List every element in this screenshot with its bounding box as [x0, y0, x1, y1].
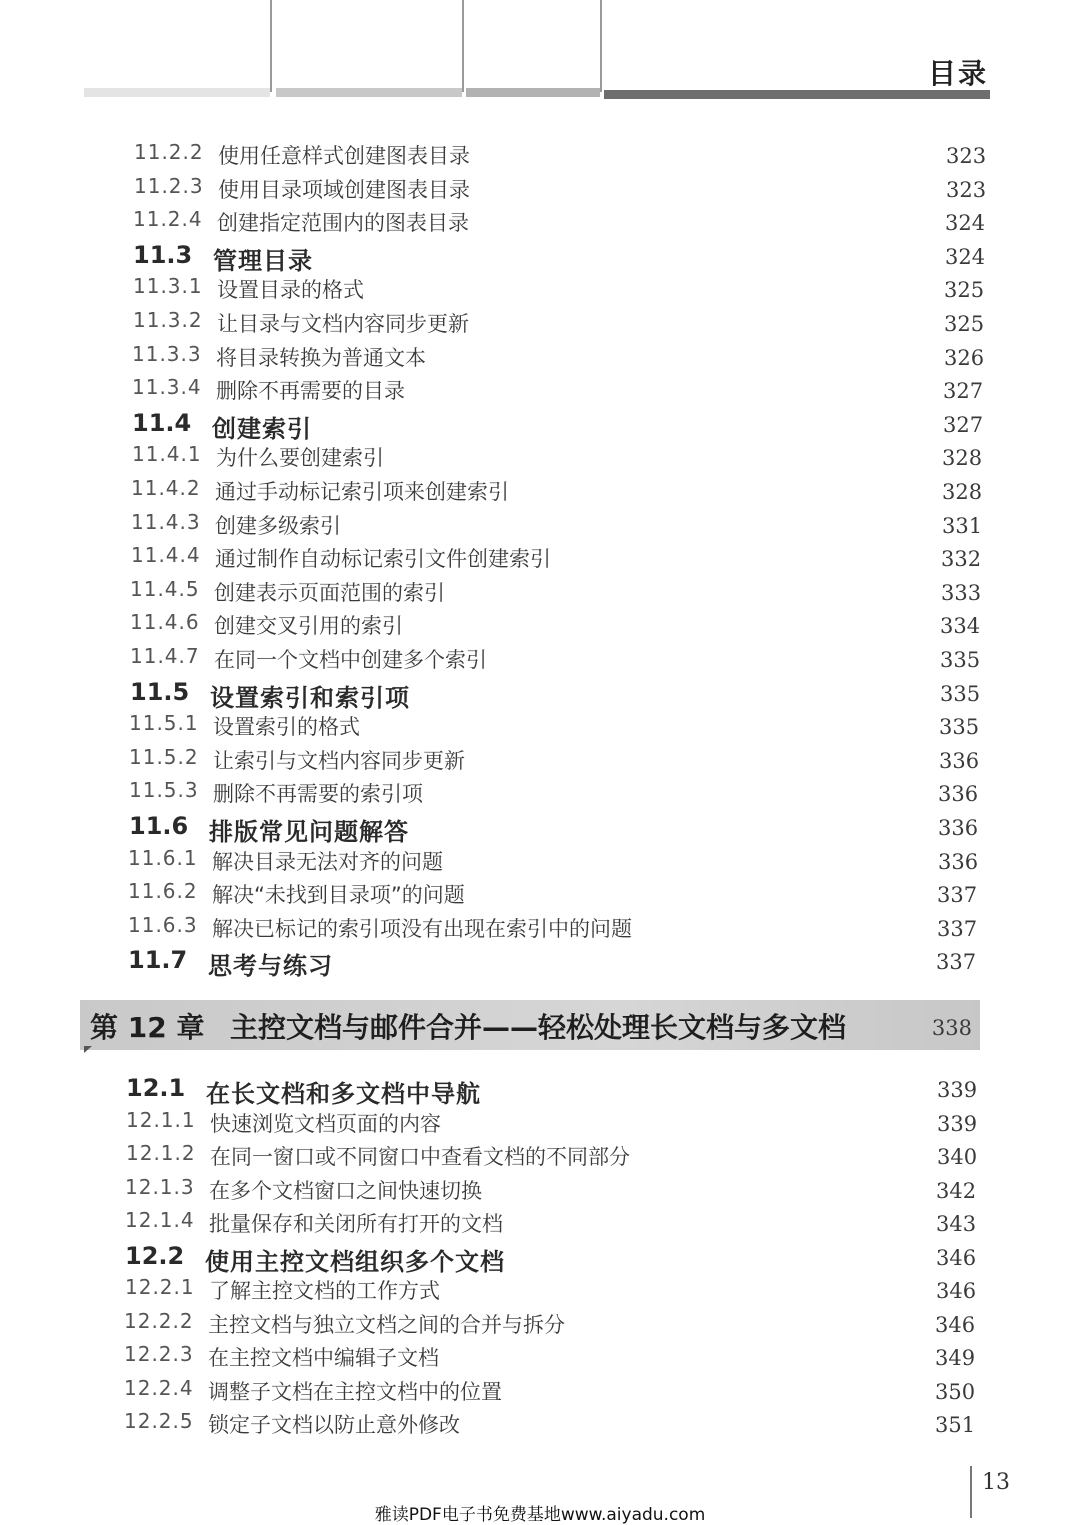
- toc-entry-page: 342: [936, 1178, 977, 1203]
- toc-subsection-entry[interactable]: [126, 1108, 1006, 1140]
- toc-subsection-entry[interactable]: [125, 1208, 1005, 1240]
- toc-section-entry[interactable]: [133, 241, 1013, 273]
- toc-subsection-entry[interactable]: [130, 610, 1010, 642]
- chapter-banner: [80, 1000, 980, 1050]
- toc-entry-title: 为什么要创建索引: [216, 446, 384, 471]
- toc-entry-number: 12.2.1: [125, 1275, 195, 1299]
- toc-entry-page: 335: [939, 715, 980, 740]
- toc-entry-number: 11.3.4: [132, 375, 202, 400]
- toc-entry-page: 340: [937, 1145, 978, 1169]
- chapter-title: 主控文档与邮件合并——轻松处理长文档与多文档: [230, 1011, 847, 1044]
- toc-subsection-entry[interactable]: [133, 207, 1013, 239]
- toc-entry-number: 11.4.4: [131, 543, 201, 568]
- toc-entry-title: 解决已标记的索引项没有出现在索引中的问题: [212, 916, 632, 941]
- toc-subsection-entry[interactable]: [131, 476, 1011, 508]
- toc-entry-number: 11.6.1: [128, 845, 198, 870]
- toc-entry-page: 328: [942, 446, 983, 471]
- toc-entry-number: 11.2.4: [133, 207, 203, 232]
- toc-section-entry[interactable]: [125, 1242, 1005, 1274]
- toc-subsection-entry[interactable]: [129, 711, 1009, 743]
- toc-entry-number: 11.3: [133, 240, 193, 269]
- toc-entry-title: 设置索引和索引项: [210, 683, 410, 712]
- toc-entry-page: 336: [939, 748, 980, 773]
- toc-entry-page: 335: [940, 681, 981, 706]
- toc-entry-number: 11.3.3: [132, 341, 202, 366]
- toc-subsection-entry[interactable]: [128, 879, 1008, 911]
- toc-entry-page: 343: [936, 1212, 977, 1236]
- toc-subsection-entry[interactable]: [126, 1141, 1006, 1173]
- toc-subsection-entry[interactable]: [129, 778, 1009, 810]
- toc-entry-title: 在主控文档中编辑子文档: [208, 1346, 439, 1370]
- toc-subsection-entry[interactable]: [124, 1409, 1004, 1441]
- toc-entry-page: 324: [945, 211, 986, 236]
- toc-entry-number: 11.5.2: [129, 744, 199, 769]
- toc-entry-page: 349: [935, 1346, 976, 1370]
- toc-section-entry[interactable]: [129, 812, 1009, 844]
- toc-entry-page: 339: [937, 1078, 978, 1102]
- toc-entry-title: 创建多级索引: [215, 513, 341, 538]
- header-rule: [84, 88, 270, 97]
- toc-entry-page: 327: [943, 412, 984, 437]
- toc-subsection-entry[interactable]: [132, 375, 1012, 407]
- toc-subsection-entry[interactable]: [132, 342, 1012, 374]
- toc-entry-number: 11.5: [130, 677, 190, 706]
- toc-entry-number: 11.5.3: [129, 778, 199, 803]
- toc-subsection-entry[interactable]: [125, 1175, 1005, 1207]
- toc-entry-number: 11.2.3: [134, 173, 204, 198]
- toc-entry-number: 11.3.1: [133, 274, 203, 299]
- toc-entry-page: 325: [944, 312, 985, 336]
- toc-entry-number: 12.1: [126, 1074, 186, 1102]
- toc-entry-title: 管理目录: [213, 246, 313, 275]
- toc-entry-number: 12.2: [125, 1241, 185, 1270]
- header-divider: [270, 0, 272, 92]
- toc-entry-number: 11.4.7: [130, 644, 200, 668]
- toc-subsection-entry[interactable]: [128, 913, 1008, 945]
- header-divider: [462, 0, 464, 92]
- toc-entry-page: 339: [937, 1111, 978, 1136]
- toc-entry-number: 12.1.3: [125, 1174, 195, 1199]
- toc-section-entry[interactable]: [130, 678, 1010, 710]
- page-header: [0, 0, 1080, 110]
- toc-entry-page: 325: [944, 278, 985, 303]
- toc-entry-number: 12.2.2: [124, 1308, 194, 1333]
- header-rule: [466, 88, 600, 97]
- toc-subsection-entry[interactable]: [125, 1275, 1005, 1307]
- toc-entry-title: 解决“未找到目录项”的问题: [212, 883, 465, 908]
- toc-subsection-entry[interactable]: [132, 442, 1012, 474]
- page-title: 目录: [927, 57, 988, 90]
- toc-entry-title: 创建表示页面范围的索引: [214, 580, 445, 605]
- toc-entry-title: 通过手动标记索引项来创建索引: [215, 480, 509, 504]
- toc-entry-number: 11.2.2: [134, 140, 204, 164]
- toc-entry-title: 通过制作自动标记索引文件创建索引: [215, 547, 551, 572]
- toc-entry-number: 11.6.2: [128, 879, 198, 904]
- header-divider: [600, 0, 602, 92]
- toc-entry-page: 336: [938, 849, 979, 874]
- header-rule: [276, 88, 462, 97]
- toc-entry-number: 11.6.3: [128, 912, 198, 937]
- toc-entry-number: 11.3.2: [133, 308, 203, 332]
- toc-entry-title: 让目录与文档内容同步更新: [217, 312, 469, 336]
- toc-entry-number: 11.5.1: [129, 711, 199, 736]
- toc-entry-title: 排版常见问题解答: [209, 818, 409, 846]
- toc-entry-number: 11.7: [128, 946, 188, 975]
- toc-entry-title: 调整子文档在主控文档中的位置: [208, 1379, 502, 1404]
- toc-entry-number: 11.4.6: [130, 610, 200, 635]
- toc-entry-number: 11.4.5: [130, 576, 200, 601]
- toc-subsection-entry[interactable]: [130, 644, 1010, 676]
- toc-entry-number: 11.4: [132, 408, 192, 437]
- toc-entry-number: 12.1.4: [125, 1208, 195, 1232]
- page-number: 13: [982, 1470, 1010, 1495]
- toc-entry-page: 351: [935, 1413, 976, 1437]
- toc-entry-title: 使用目录项域创建图表目录: [218, 177, 470, 202]
- toc-subsection-entry[interactable]: [134, 140, 1014, 172]
- toc-entry-title: 设置目录的格式: [217, 278, 364, 303]
- toc-entry-title: 删除不再需要的目录: [216, 379, 405, 404]
- toc-entry-page: 332: [941, 547, 982, 572]
- toc-entry-title: 创建索引: [212, 414, 312, 443]
- toc-entry-title: 在同一窗口或不同窗口中查看文档的不同部分: [210, 1145, 630, 1169]
- toc-entry-page: 346: [936, 1279, 977, 1303]
- toc-entry-page: 334: [940, 614, 981, 639]
- toc-subsection-entry[interactable]: [124, 1309, 1004, 1341]
- toc-subsection-entry[interactable]: [124, 1342, 1004, 1374]
- chapter-corner-mark: [84, 1046, 92, 1053]
- toc-subsection-entry[interactable]: [131, 543, 1011, 575]
- toc-entry-title: 将目录转换为普通文本: [216, 345, 426, 370]
- toc-entry-page: 350: [935, 1379, 976, 1404]
- toc-entry-title: 在多个文档窗口之间快速切换: [209, 1178, 482, 1203]
- watermark-text: 雅读PDF电子书免费基地www.aiyadu.com: [374, 1505, 706, 1525]
- toc-entry-title: 解决目录无法对齐的问题: [212, 849, 443, 874]
- toc-entry-page: 346: [936, 1245, 977, 1270]
- toc-entry-page: 326: [944, 345, 985, 370]
- toc-entry-page: 333: [941, 580, 982, 605]
- toc-entry-page: 337: [937, 916, 978, 941]
- toc-entry-title: 批量保存和关闭所有打开的文档: [209, 1212, 503, 1236]
- toc-entry-title: 让索引与文档内容同步更新: [213, 748, 465, 773]
- toc-entry-number: 12.2.3: [124, 1342, 194, 1366]
- toc-subsection-entry[interactable]: [134, 174, 1014, 206]
- chapter-page: 338: [931, 1016, 972, 1040]
- toc-entry-title: 在同一个文档中创建多个索引: [214, 648, 487, 672]
- toc-entry-title: 主控文档与独立文档之间的合并与拆分: [208, 1312, 565, 1337]
- toc-entry-title: 在长文档和多文档中导航: [206, 1080, 481, 1108]
- toc-entry-title: 快速浏览文档页面的内容: [210, 1111, 441, 1136]
- toc-entry-page: 327: [943, 379, 984, 404]
- toc-section-entry[interactable]: [132, 409, 1012, 441]
- toc-entry-page: 337: [937, 883, 978, 908]
- toc-entry-title: 创建交叉引用的索引: [214, 614, 403, 639]
- toc-entry-title: 锁定子文档以防止意外修改: [208, 1413, 460, 1437]
- toc-subsection-entry[interactable]: [131, 510, 1011, 542]
- toc-entry-page: 328: [942, 480, 983, 504]
- toc-subsection-entry[interactable]: [129, 745, 1009, 777]
- toc-subsection-entry[interactable]: [130, 577, 1010, 609]
- chapter-label: 第 12 章: [90, 1011, 205, 1044]
- toc-entry-title: 思考与练习: [208, 952, 333, 981]
- toc-section-entry[interactable]: [126, 1074, 1006, 1106]
- toc-entry-page: 337: [936, 950, 977, 975]
- toc-entry-page: 323: [946, 144, 987, 168]
- toc-entry-page: 335: [940, 648, 981, 672]
- toc-entry-number: 11.6: [129, 812, 189, 840]
- toc-entry-title: 了解主控文档的工作方式: [209, 1279, 440, 1303]
- toc-entry-title: 删除不再需要的索引项: [213, 782, 423, 807]
- toc-entry-page: 331: [942, 513, 983, 538]
- toc-subsection-entry[interactable]: [133, 274, 1013, 306]
- toc-entry-title: 设置索引的格式: [213, 715, 360, 740]
- toc-subsection-entry[interactable]: [133, 308, 1013, 340]
- toc-entry-number: 12.1.2: [126, 1141, 196, 1165]
- toc-subsection-entry[interactable]: [128, 846, 1008, 878]
- toc-entry-number: 11.4.3: [131, 509, 201, 534]
- toc-entry-number: 12.1.1: [126, 1107, 196, 1132]
- toc-entry-page: 336: [938, 782, 979, 807]
- toc-entry-number: 11.4.1: [132, 442, 202, 467]
- toc-section-entry[interactable]: [128, 946, 1008, 981]
- toc-entry-page: 324: [945, 244, 986, 269]
- toc-subsection-entry[interactable]: [124, 1376, 1004, 1408]
- toc-entry-number: 11.4.2: [131, 476, 201, 500]
- toc-entry-page: 323: [946, 177, 987, 202]
- toc-entry-page: 336: [938, 816, 979, 840]
- toc-entry-title: 创建指定范围内的图表目录: [217, 211, 469, 236]
- toc-entry-title: 使用主控文档组织多个文档: [205, 1247, 505, 1276]
- toc-entry-page: 346: [935, 1312, 976, 1337]
- toc-entry-title: 使用任意样式创建图表目录: [218, 144, 470, 168]
- toc-entry-number: 12.2.5: [124, 1409, 194, 1433]
- toc-entry-number: 12.2.4: [124, 1375, 194, 1400]
